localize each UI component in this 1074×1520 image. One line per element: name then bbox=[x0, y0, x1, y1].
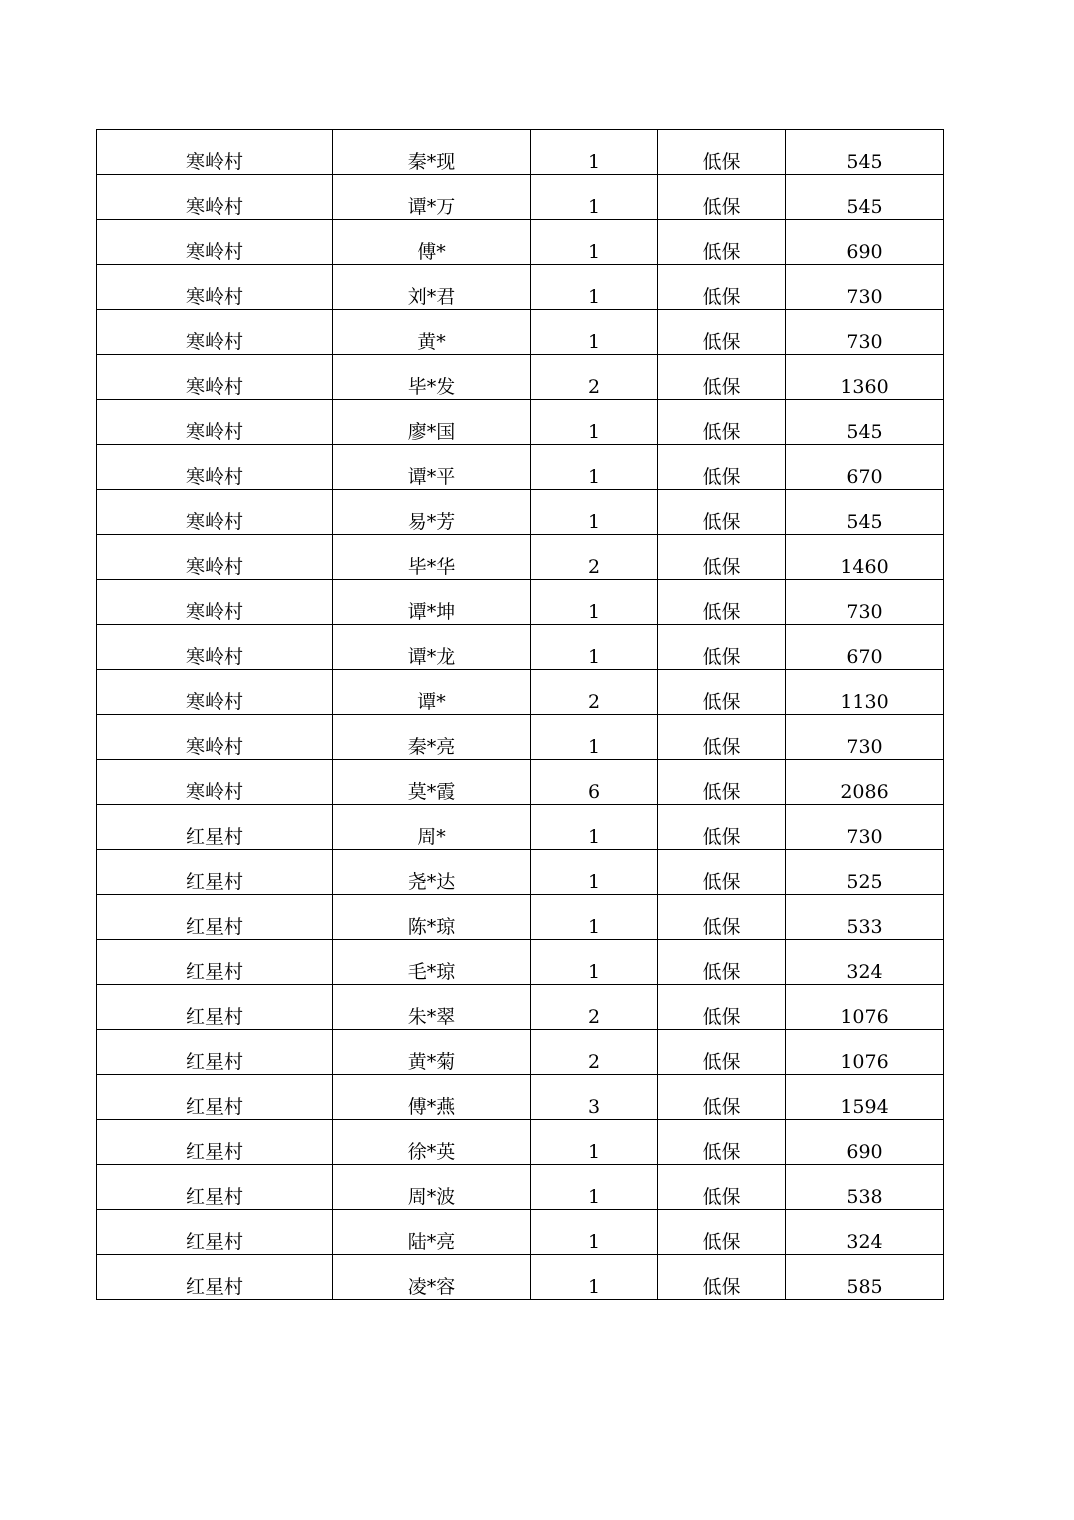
table-row bbox=[97, 850, 944, 895]
category-cell: 低保 bbox=[658, 1075, 786, 1120]
table-row bbox=[97, 940, 944, 985]
name-cell: 谭*龙 bbox=[333, 625, 531, 670]
name-cell: 黄* bbox=[333, 310, 531, 355]
category-cell: 低保 bbox=[658, 580, 786, 625]
village-cell: 寒岭村 bbox=[97, 175, 333, 220]
table-row bbox=[97, 1165, 944, 1210]
table-row bbox=[97, 310, 944, 355]
table-row bbox=[97, 1120, 944, 1165]
village-cell: 寒岭村 bbox=[97, 760, 333, 805]
amount-cell: 1460 bbox=[786, 535, 944, 580]
village-cell: 红星村 bbox=[97, 1255, 333, 1300]
village-cell: 寒岭村 bbox=[97, 670, 333, 715]
name-cell: 秦*现 bbox=[333, 130, 531, 175]
household-count-cell: 1 bbox=[531, 850, 658, 895]
household-count-cell: 1 bbox=[531, 1255, 658, 1300]
name-cell: 尧*达 bbox=[333, 850, 531, 895]
household-count-cell: 1 bbox=[531, 940, 658, 985]
village-cell: 红星村 bbox=[97, 940, 333, 985]
category-cell: 低保 bbox=[658, 1255, 786, 1300]
amount-cell: 545 bbox=[786, 175, 944, 220]
village-cell: 寒岭村 bbox=[97, 400, 333, 445]
name-cell: 莫*霞 bbox=[333, 760, 531, 805]
category-cell: 低保 bbox=[658, 985, 786, 1030]
name-cell: 陆*亮 bbox=[333, 1210, 531, 1255]
household-count-cell: 1 bbox=[531, 1210, 658, 1255]
amount-cell: 533 bbox=[786, 895, 944, 940]
table-row bbox=[97, 760, 944, 805]
category-cell: 低保 bbox=[658, 1165, 786, 1210]
village-cell: 红星村 bbox=[97, 895, 333, 940]
table-row bbox=[97, 805, 944, 850]
household-count-cell: 1 bbox=[531, 895, 658, 940]
amount-cell: 2086 bbox=[786, 760, 944, 805]
village-cell: 红星村 bbox=[97, 850, 333, 895]
amount-cell: 730 bbox=[786, 715, 944, 760]
village-cell: 寒岭村 bbox=[97, 220, 333, 265]
category-cell: 低保 bbox=[658, 445, 786, 490]
table-row bbox=[97, 175, 944, 220]
table-row bbox=[97, 1255, 944, 1300]
table-row bbox=[97, 580, 944, 625]
category-cell: 低保 bbox=[658, 760, 786, 805]
village-cell: 寒岭村 bbox=[97, 445, 333, 490]
name-cell: 黄*菊 bbox=[333, 1030, 531, 1075]
amount-cell: 670 bbox=[786, 625, 944, 670]
table-body bbox=[97, 130, 944, 1300]
village-cell: 红星村 bbox=[97, 1075, 333, 1120]
name-cell: 谭* bbox=[333, 670, 531, 715]
amount-cell: 730 bbox=[786, 805, 944, 850]
category-cell: 低保 bbox=[658, 355, 786, 400]
village-cell: 寒岭村 bbox=[97, 130, 333, 175]
amount-cell: 545 bbox=[786, 400, 944, 445]
category-cell: 低保 bbox=[658, 400, 786, 445]
village-cell: 红星村 bbox=[97, 1210, 333, 1255]
category-cell: 低保 bbox=[658, 850, 786, 895]
household-count-cell: 1 bbox=[531, 400, 658, 445]
village-cell: 寒岭村 bbox=[97, 625, 333, 670]
household-count-cell: 2 bbox=[531, 535, 658, 580]
table-row bbox=[97, 625, 944, 670]
amount-cell: 690 bbox=[786, 220, 944, 265]
household-count-cell: 2 bbox=[531, 355, 658, 400]
household-count-cell: 2 bbox=[531, 1030, 658, 1075]
category-cell: 低保 bbox=[658, 805, 786, 850]
amount-cell: 545 bbox=[786, 130, 944, 175]
name-cell: 朱*翠 bbox=[333, 985, 531, 1030]
name-cell: 毕*华 bbox=[333, 535, 531, 580]
amount-cell: 324 bbox=[786, 1210, 944, 1255]
village-cell: 红星村 bbox=[97, 805, 333, 850]
amount-cell: 1076 bbox=[786, 985, 944, 1030]
table-row bbox=[97, 130, 944, 175]
name-cell: 傅*燕 bbox=[333, 1075, 531, 1120]
name-cell: 傅* bbox=[333, 220, 531, 265]
category-cell: 低保 bbox=[658, 310, 786, 355]
category-cell: 低保 bbox=[658, 1030, 786, 1075]
household-count-cell: 2 bbox=[531, 670, 658, 715]
table-row bbox=[97, 715, 944, 760]
village-cell: 寒岭村 bbox=[97, 535, 333, 580]
amount-cell: 730 bbox=[786, 310, 944, 355]
category-cell: 低保 bbox=[658, 535, 786, 580]
table-row bbox=[97, 265, 944, 310]
table-row bbox=[97, 985, 944, 1030]
category-cell: 低保 bbox=[658, 625, 786, 670]
household-count-cell: 1 bbox=[531, 625, 658, 670]
village-cell: 红星村 bbox=[97, 1165, 333, 1210]
name-cell: 毕*发 bbox=[333, 355, 531, 400]
table-row bbox=[97, 895, 944, 940]
village-cell: 寒岭村 bbox=[97, 580, 333, 625]
household-count-cell: 1 bbox=[531, 445, 658, 490]
table-row bbox=[97, 1210, 944, 1255]
village-cell: 红星村 bbox=[97, 1030, 333, 1075]
amount-cell: 525 bbox=[786, 850, 944, 895]
amount-cell: 545 bbox=[786, 490, 944, 535]
household-count-cell: 1 bbox=[531, 805, 658, 850]
name-cell: 刘*君 bbox=[333, 265, 531, 310]
village-cell: 寒岭村 bbox=[97, 310, 333, 355]
name-cell: 谭*万 bbox=[333, 175, 531, 220]
category-cell: 低保 bbox=[658, 130, 786, 175]
name-cell: 陈*琼 bbox=[333, 895, 531, 940]
table-row bbox=[97, 400, 944, 445]
amount-cell: 690 bbox=[786, 1120, 944, 1165]
table-row bbox=[97, 535, 944, 580]
amount-cell: 538 bbox=[786, 1165, 944, 1210]
category-cell: 低保 bbox=[658, 1120, 786, 1165]
household-count-cell: 1 bbox=[531, 130, 658, 175]
amount-cell: 730 bbox=[786, 580, 944, 625]
name-cell: 谭*坤 bbox=[333, 580, 531, 625]
category-cell: 低保 bbox=[658, 175, 786, 220]
household-count-cell: 1 bbox=[531, 1165, 658, 1210]
category-cell: 低保 bbox=[658, 715, 786, 760]
household-count-cell: 1 bbox=[531, 265, 658, 310]
household-count-cell: 3 bbox=[531, 1075, 658, 1120]
household-count-cell: 1 bbox=[531, 1120, 658, 1165]
amount-cell: 1594 bbox=[786, 1075, 944, 1120]
name-cell: 廖*国 bbox=[333, 400, 531, 445]
amount-cell: 585 bbox=[786, 1255, 944, 1300]
table-row bbox=[97, 670, 944, 715]
amount-cell: 324 bbox=[786, 940, 944, 985]
category-cell: 低保 bbox=[658, 895, 786, 940]
amount-cell: 730 bbox=[786, 265, 944, 310]
amount-cell: 1360 bbox=[786, 355, 944, 400]
name-cell: 易*芳 bbox=[333, 490, 531, 535]
village-cell: 寒岭村 bbox=[97, 715, 333, 760]
category-cell: 低保 bbox=[658, 670, 786, 715]
amount-cell: 1076 bbox=[786, 1030, 944, 1075]
household-count-cell: 1 bbox=[531, 310, 658, 355]
household-count-cell: 1 bbox=[531, 580, 658, 625]
name-cell: 毛*琼 bbox=[333, 940, 531, 985]
category-cell: 低保 bbox=[658, 940, 786, 985]
village-cell: 红星村 bbox=[97, 985, 333, 1030]
village-cell: 寒岭村 bbox=[97, 490, 333, 535]
name-cell: 谭*平 bbox=[333, 445, 531, 490]
village-cell: 红星村 bbox=[97, 1120, 333, 1165]
amount-cell: 1130 bbox=[786, 670, 944, 715]
name-cell: 秦*亮 bbox=[333, 715, 531, 760]
table-row bbox=[97, 220, 944, 265]
table-row bbox=[97, 1030, 944, 1075]
household-count-cell: 1 bbox=[531, 220, 658, 265]
household-count-cell: 1 bbox=[531, 175, 658, 220]
category-cell: 低保 bbox=[658, 220, 786, 265]
category-cell: 低保 bbox=[658, 265, 786, 310]
village-cell: 寒岭村 bbox=[97, 355, 333, 400]
category-cell: 低保 bbox=[658, 1210, 786, 1255]
amount-cell: 670 bbox=[786, 445, 944, 490]
name-cell: 周* bbox=[333, 805, 531, 850]
table-row bbox=[97, 355, 944, 400]
household-count-cell: 2 bbox=[531, 985, 658, 1030]
village-cell: 寒岭村 bbox=[97, 265, 333, 310]
table-row bbox=[97, 490, 944, 535]
household-count-cell: 1 bbox=[531, 715, 658, 760]
table-row bbox=[97, 445, 944, 490]
name-cell: 凌*容 bbox=[333, 1255, 531, 1300]
household-count-cell: 6 bbox=[531, 760, 658, 805]
table-row bbox=[97, 1075, 944, 1120]
category-cell: 低保 bbox=[658, 490, 786, 535]
name-cell: 周*波 bbox=[333, 1165, 531, 1210]
assistance-table bbox=[96, 129, 944, 1300]
name-cell: 徐*英 bbox=[333, 1120, 531, 1165]
household-count-cell: 1 bbox=[531, 490, 658, 535]
